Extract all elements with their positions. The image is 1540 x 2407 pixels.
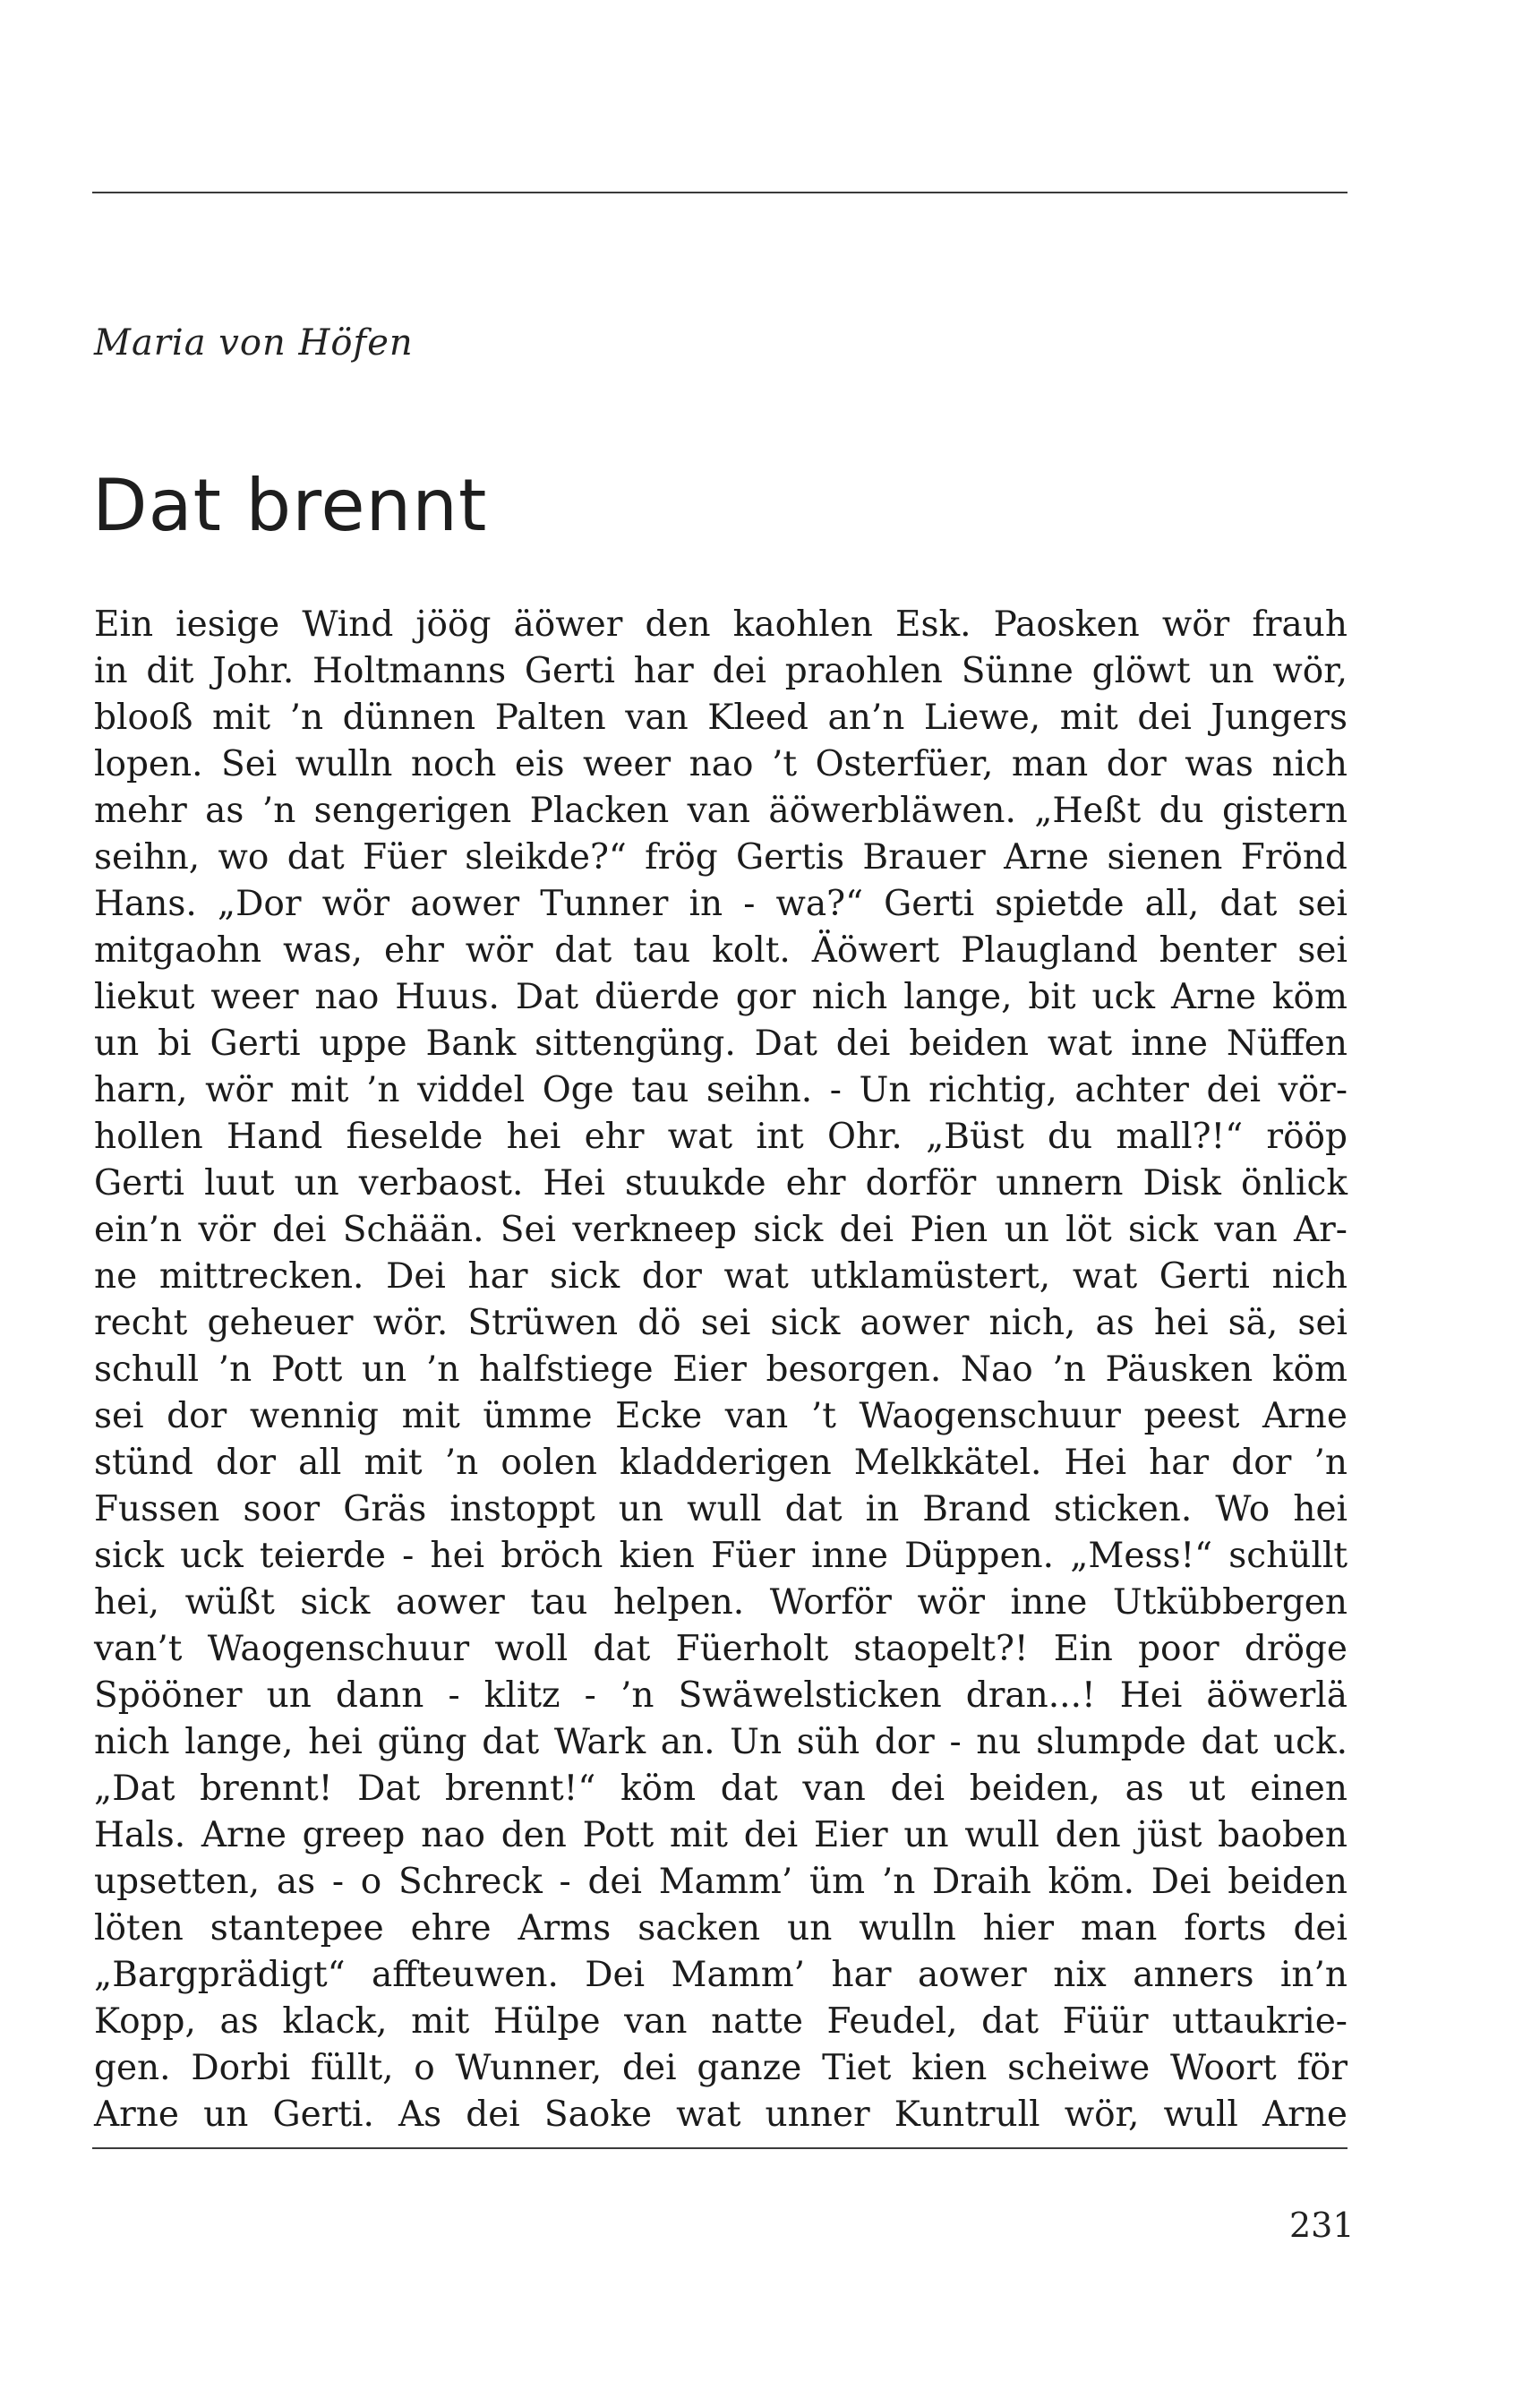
text-line: liekut weer nao Huus. Dat düerde gor nich lange, bit uck Arne köm xyxy=(94,977,1348,1017)
text-line: gen. Dorbi füllt, o Wunner, dei ganze Tiet kien scheiwe Woort för xyxy=(94,2048,1348,2088)
text-line: „Dat brennt! Dat brennt!“ köm dat van dei beiden, as ut einen xyxy=(94,1769,1348,1809)
text-line: Hals. Arne greep nao den Pott mit dei Eier un wull den jüst baoben xyxy=(94,1815,1348,1855)
text-line: blooß mit ’n dünnen Palten van Kleed an’n Liewe, mit dei Jungers xyxy=(94,698,1348,738)
text-line: sick uck teierde - hei bröch kien Füer inne Düppen. „Mess!“ schüllt xyxy=(94,1536,1348,1576)
text-line: mehr as ’n sengerigen Placken van äöwerbläwen. „Heßt du gistern xyxy=(94,791,1348,831)
top-rule xyxy=(92,192,1348,193)
text-line: „Bargprädigt“ affteuwen. Dei Mamm’ har aower nix anners in’n xyxy=(94,1955,1348,1995)
text-line: ne mittrecken. Dei har sick dor wat utklamüstert, wat Gerti nich xyxy=(94,1256,1348,1297)
text-line: van’t Waogenschuur woll dat Füerholt staopelt?! Ein poor dröge xyxy=(94,1629,1348,1669)
text-line: harn, wör mit ’n viddel Oge tau seihn. - Un richtig, achter dei vör- xyxy=(94,1070,1348,1110)
text-line: Hans. „Dor wör aower Tunner in - wa?“ Gerti spietde all, dat sei xyxy=(94,884,1348,924)
text-line: seihn, wo dat Füer sleikde?“ frög Gertis Brauer Arne sienen Frönd xyxy=(94,837,1348,878)
text-line: Gerti luut un verbaost. Hei stuukde ehr dorför unnern Disk önlick xyxy=(94,1163,1348,1204)
text-line: Arne un Gerti. As dei Saoke wat unner Kuntrull wör, wull Arne xyxy=(94,2094,1348,2135)
body-text xyxy=(94,602,1348,2138)
text-line: schull ’n Pott un ’n halfstiege Eier besorgen. Nao ’n Päusken köm xyxy=(94,1349,1348,1390)
text-line: in dit Johr. Holtmanns Gerti har dei praohlen Sünne glöwt un wör, xyxy=(94,651,1348,691)
text-line: ein’n vör dei Schään. Sei verkneep sick dei Pien un löt sick van Ar- xyxy=(94,1210,1348,1250)
text-line: hollen Hand fieselde hei ehr wat int Ohr. „Büst du mall?!“ rööp xyxy=(94,1117,1348,1157)
text-line: sei dor wennig mit ümme Ecke van ’t Waogenschuur peest Arne xyxy=(94,1396,1348,1436)
text-line: Kopp, as klack, mit Hülpe van natte Feudel, dat Füür uttaukrie- xyxy=(94,2001,1348,2042)
text-line: hei, wüßt sick aower tau helpen. Worför wör inne Utkübbergen xyxy=(94,1582,1348,1623)
text-line: lopen. Sei wulln noch eis weer nao ’t Osterfüer, man dor was nich xyxy=(94,744,1348,784)
text-line: Ein iesige Wind jöög äöwer den kaohlen Esk. Paosken wör frauh xyxy=(94,604,1348,645)
text-line: recht geheuer wör. Strüwen dö sei sick aower nich, as hei sä, sei xyxy=(94,1303,1348,1343)
text-line: Fussen soor Gräs instoppt un wull dat in Brand sticken. Wo hei xyxy=(94,1489,1348,1529)
bottom-rule xyxy=(92,2147,1348,2149)
text-line: un bi Gerti uppe Bank sittengüng. Dat dei beiden wat inne Nüffen xyxy=(94,1024,1348,1064)
text-line: mitgaohn was, ehr wör dat tau kolt. Äöwert Plaugland benter sei xyxy=(94,930,1348,971)
text-line: stünd dor all mit ’n oolen kladderigen Melkkätel. Hei har dor ’n xyxy=(94,1443,1348,1483)
text-line: Spööner un dann - klitz - ’n Swäwelsticken dran...! Hei äöwerlä xyxy=(94,1675,1348,1716)
text-line: löten stantepee ehre Arms sacken un wulln hier man forts dei xyxy=(94,1908,1348,1949)
text-line: upsetten, as - o Schreck - dei Mamm’ üm ’n Draih köm. Dei beiden xyxy=(94,1862,1348,1902)
text-line: nich lange, hei güng dat Wark an. Un süh dor - nu slumpde dat uck. xyxy=(94,1722,1348,1762)
author-name: Maria von Höfen xyxy=(94,322,414,364)
story-title: Dat brennt xyxy=(92,464,488,547)
page-number: 231 xyxy=(1289,2206,1355,2245)
